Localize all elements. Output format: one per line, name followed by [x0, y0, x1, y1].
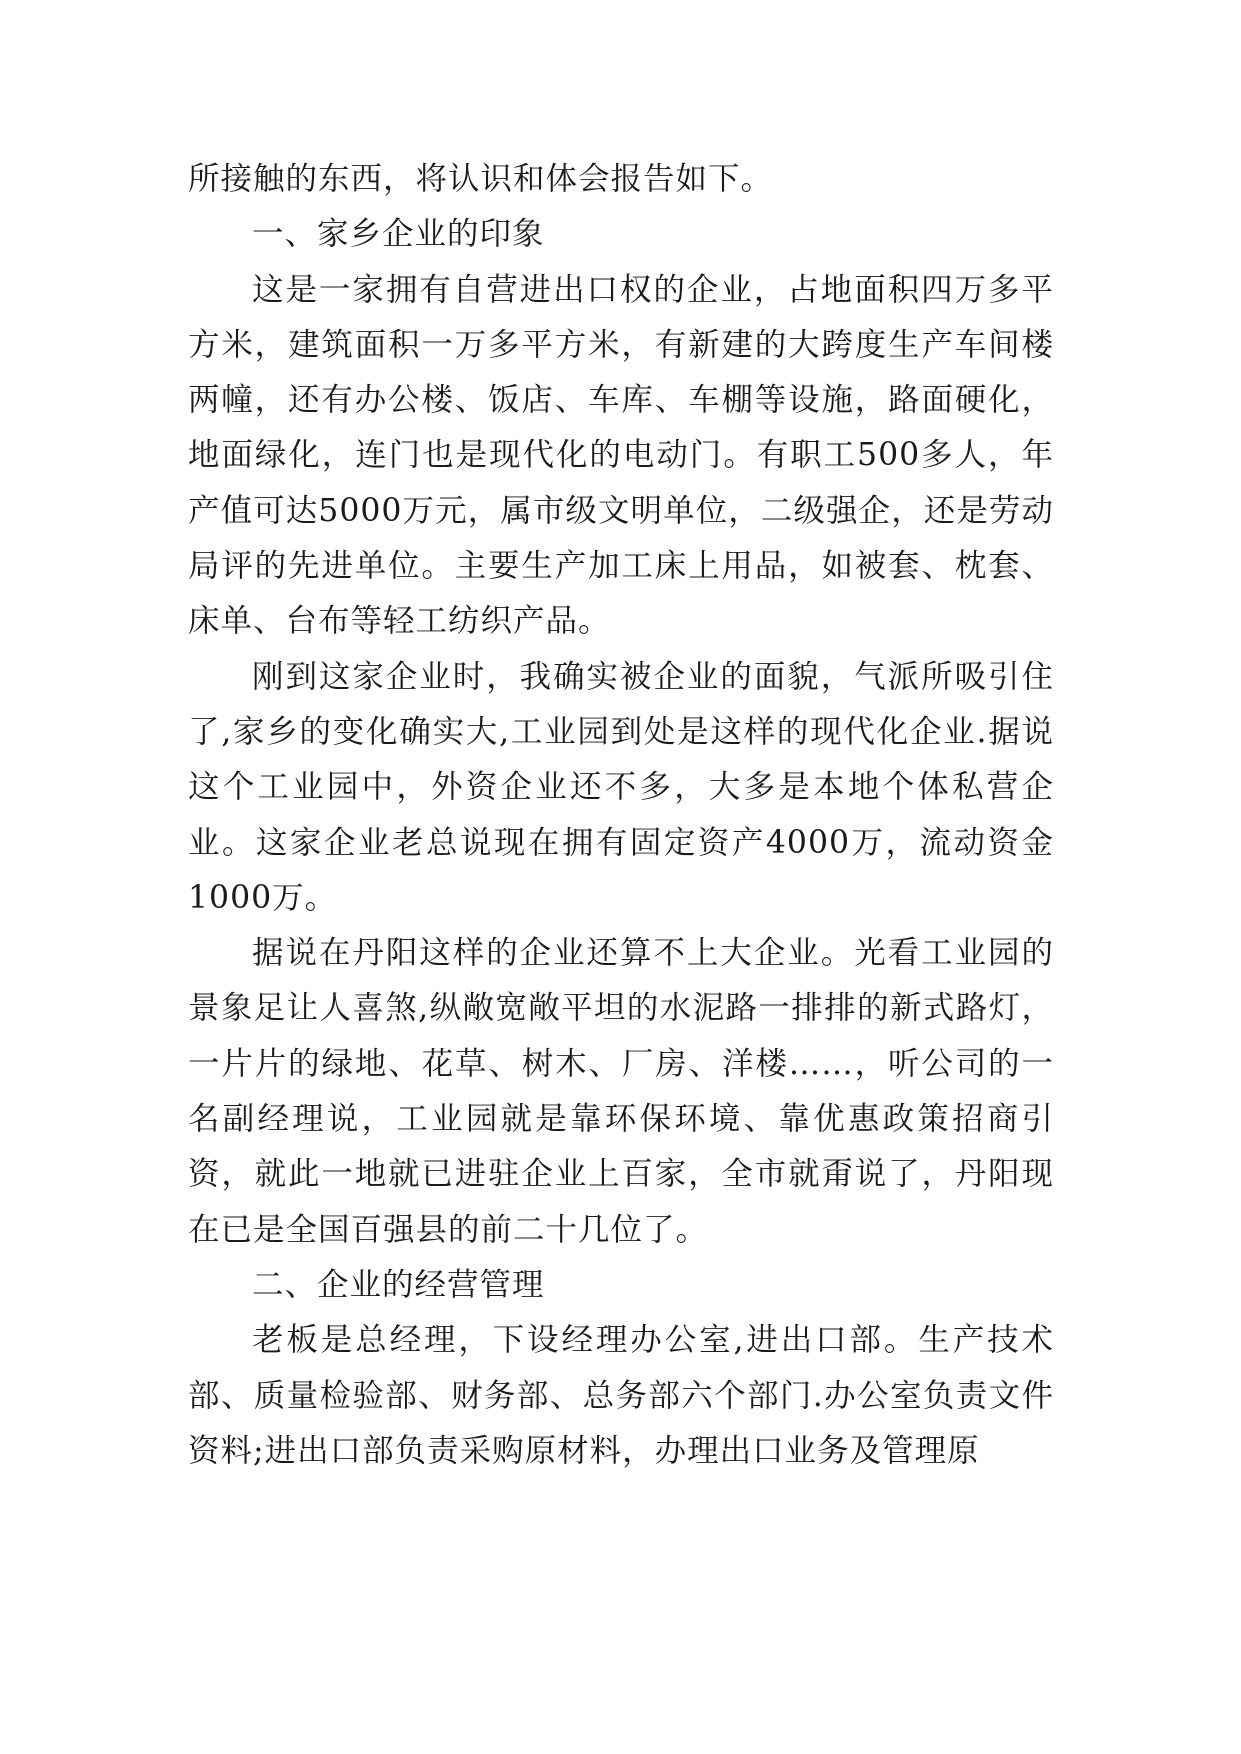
paragraph-continuation: 所接触的东西，将认识和体会报告如下。: [188, 161, 774, 197]
section-heading-1: 一、家乡企业的印象: [252, 216, 545, 253]
paragraph-management: 老板是总经理，下设经理办公室,进出口部。生产技术部、质量检验部、财务部、总务部六个部门.办公室负责文件资料;进出口部负责采购原材料，办理出口业务及管理原: [188, 1322, 1054, 1469]
paragraph-industrial-park: 据说在丹阳这样的企业还算不上大企业。光看工业园的景象足让人喜煞,纵敞宽敞平坦的水泥路一排排的新式路灯，一片片的绿地、花草、树木、厂房、洋楼……，听公司的一名副经理说，工业园就是靠环保环境、靠优惠政策招商引资，就此一地就已进驻企业上百家，全市就甭说了，丹阳现在已是全国百强县的前二十几位了。: [188, 935, 1054, 1248]
section-heading-2: 二、企业的经营管理: [252, 1266, 545, 1303]
paragraph-first-impression: 刚到这家企业时，我确实被企业的面貌，气派所吸引住了,家乡的变化确实大,工业园到处是这样的现代化企业.据说这个工业园中，外资企业还不多，大多是本地个体私营企业。这家企业老总说现在拥有固定资产4000万，流动资金1000万。: [188, 658, 1054, 916]
body-text: [188, 152, 1054, 1479]
paragraph-company-overview: 这是一家拥有自营进出口权的企业，占地面积四万多平方米，建筑面积一万多平方米，有新建的大跨度生产车间楼两幢，还有办公楼、饭店、车库、车棚等设施，路面硬化，地面绿化，连门也是现代化的电动门。有职工500多人，年产值可达5000万元，属市级文明单位，二级强企，还是劳动局评的先进单位。主要生产加工床上用品，如被套、枕套、床单、台布等轻工纺织产品。: [188, 271, 1054, 640]
